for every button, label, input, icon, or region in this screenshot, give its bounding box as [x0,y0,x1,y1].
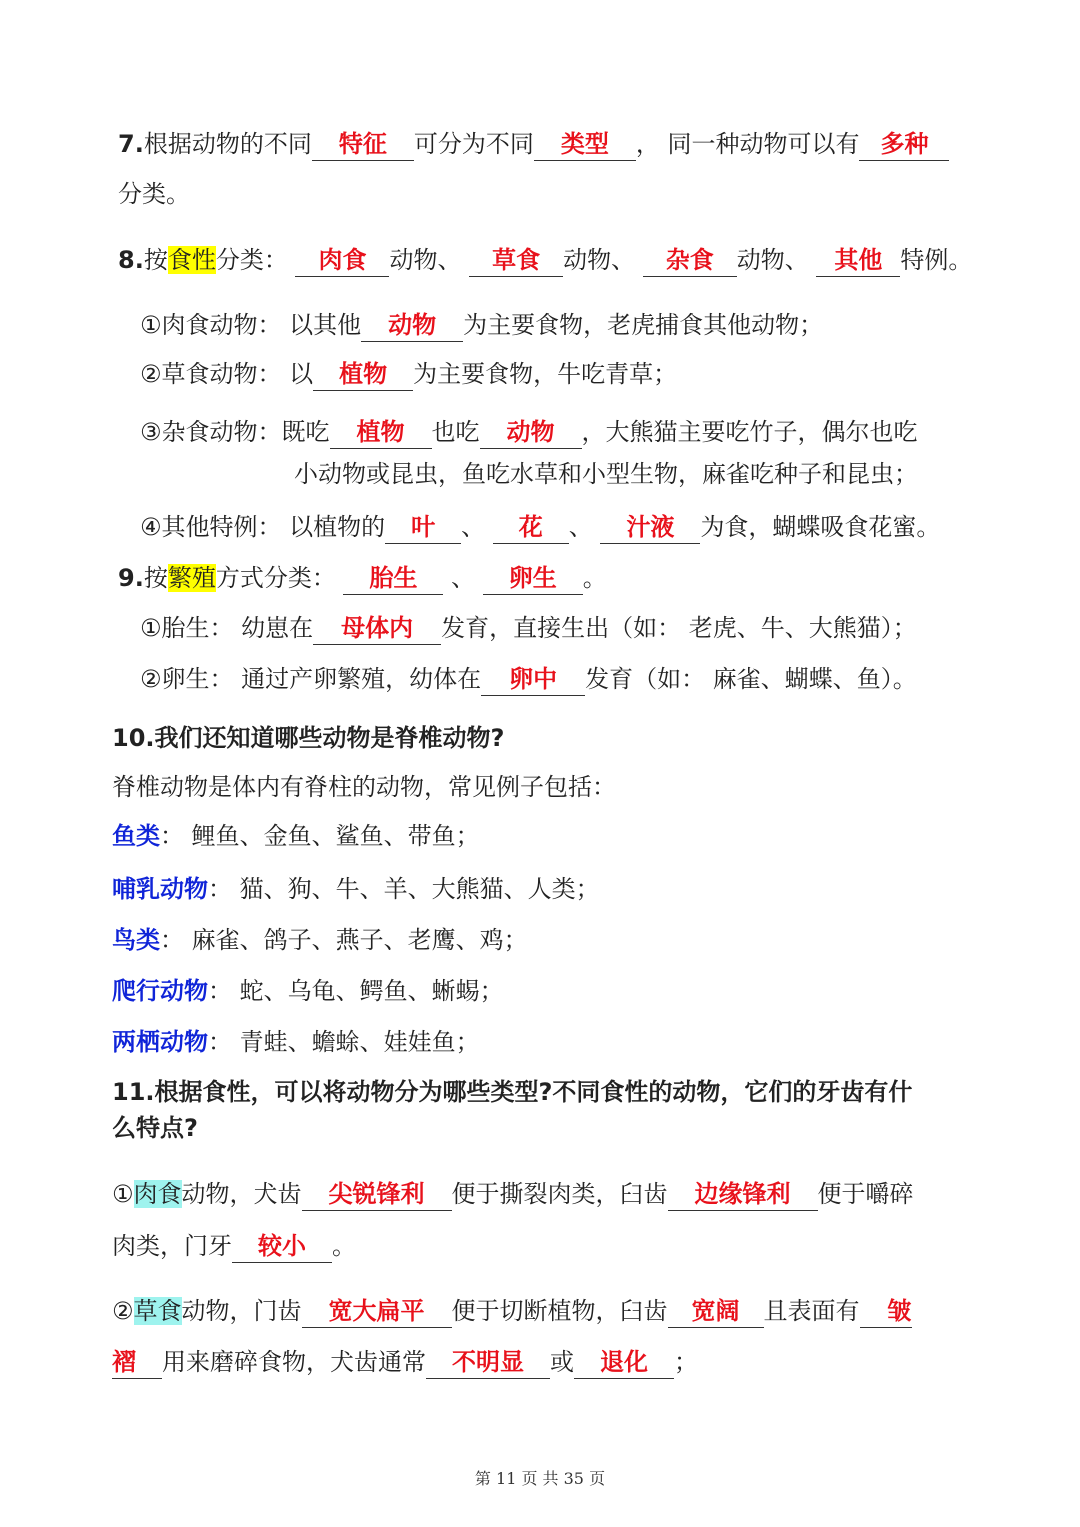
q9-answer-1: 胎生 [343,562,443,595]
q9-text: 按 [143,564,168,592]
q7-line2 [118,174,190,214]
q11-p2-answer-2: 宽阔 [668,1295,764,1328]
p-text: 或 [550,1348,574,1376]
q8-item-3-cont [294,454,918,494]
q7-text: 可分为不同 [413,130,534,158]
q10-item [112,816,480,856]
q11-p2-highlight: 草食 [133,1297,182,1325]
q9-item2-answer: 卵中 [481,663,585,696]
q8-item4-answer-1: 叶 [385,511,461,544]
item-text: ，大熊猫主要吃竹子，偶尔也吃 [581,418,918,446]
q10-item [112,920,528,960]
q9-text: 方式分类： [215,564,336,592]
q7-answer-1: 特征 [312,128,414,161]
item-text: 为主要食物，老虎捕食其他动物； [463,311,824,339]
q7-text: ， 同一种动物可以有 [635,130,860,158]
q10-intro: 脊椎动物是体内有脊柱的动物，常见例子包括： [112,773,616,801]
category-examples: ： 鲤鱼、金鱼、鲨鱼、带鱼； [160,822,480,850]
q8-answer-2: 草食 [469,244,563,277]
category-examples: ： 蛇、乌龟、鳄鱼、蜥蜴； [208,977,504,1005]
q9-text: 、 [451,564,476,592]
q8-number: 8. [118,246,144,274]
circle-num: ① [112,1180,134,1208]
q8-item-2 [140,354,677,394]
circle-num: ② [112,1297,134,1325]
p-text: 且表面有 [763,1297,860,1325]
q11-p1-answer-2: 边缘锋利 [668,1178,818,1211]
q9-item1-answer: 母体内 [313,612,441,645]
q11-p2-answer-5: 退化 [574,1346,674,1379]
item-text: ②卵生： 通过产卵繁殖，幼体在 [140,665,482,693]
q7-number: 7. [118,130,144,158]
q8-highlight: 食性 [167,246,216,274]
q9-item-2 [140,659,917,699]
q10-item [112,971,504,1011]
q8-text: 动物、 [736,246,809,274]
q11-p2-answer-1: 宽大扁平 [302,1295,452,1328]
q11-p2-answer-4: 不明显 [426,1346,550,1379]
q11-p2-answer-3b: 褶 [112,1346,162,1379]
item-text: 发育，直接生出（如： 老虎、牛、大熊猫）； [441,614,917,642]
q8-text: 分类： [215,246,288,274]
p-text: 动物，犬齿 [181,1180,302,1208]
p-text: 肉类，门牙 [112,1232,232,1260]
q11-p2-answer-3a: 皱 [860,1295,912,1328]
p-text: 便于嚼碎 [817,1180,914,1208]
item-text: ①胎生： 幼崽在 [140,614,314,642]
item-text: 小动物或昆虫，鱼吃水草和小型生物，麻雀吃种子和昆虫； [294,460,918,488]
item-text: 发育（如： 麻雀、蝴蝶、鱼）。 [585,665,917,693]
q11-title-cont: 么特点? [112,1114,198,1142]
q7-answer-2: 类型 [534,128,636,161]
category-label: 鸟类 [112,926,160,954]
q9-text: 。 [582,564,607,592]
category-examples: ： 猫、狗、牛、羊、大熊猫、人类； [208,875,600,903]
q8-answer-3: 杂食 [643,244,737,277]
q9-answer-2: 卵生 [483,562,583,595]
category-label: 爬行动物 [112,977,208,1005]
q8-item2-answer: 植物 [313,358,413,391]
category-examples: ： 麻雀、鸽子、燕子、老鹰、鸡； [160,926,528,954]
p-text: 便于切断植物，臼齿 [451,1297,668,1325]
q10-title: 10.我们还知道哪些动物是脊椎动物? [112,724,505,752]
q11-p1-line1 [112,1174,914,1214]
q8-item3-answer-1: 植物 [330,416,432,449]
q8-item-4 [140,507,940,547]
q7-line1 [118,124,949,164]
q8-item-1 [140,305,823,345]
category-examples: ： 青蛙、蟾蜍、娃娃鱼； [208,1028,480,1056]
category-label: 鱼类 [112,822,160,850]
p-text: 动物，门齿 [181,1297,302,1325]
q8-answer-4: 其他 [816,244,900,277]
q8-text: 按 [143,246,168,274]
q10-item [112,869,600,909]
item-text: ④其他特例： 以植物的 [140,513,386,541]
q11-p1-highlight: 肉食 [133,1180,182,1208]
item-text: ②草食动物： 以 [140,360,314,388]
p-text: 便于撕裂肉类，臼齿 [451,1180,668,1208]
q9-number: 9. [118,564,144,592]
item-text: 为食，蝴蝶吸食花蜜。 [700,513,941,541]
item-text: ①肉食动物： 以其他 [140,311,362,339]
item-text: 为主要食物，牛吃青草； [413,360,678,388]
q8-text: 特例。 [900,246,973,274]
q11-p2-line1 [112,1291,912,1331]
item-text: 、 [568,513,593,541]
q8-line [118,240,972,280]
q8-item4-answer-3: 汁液 [600,511,700,544]
q8-item3-answer-2: 动物 [480,416,582,449]
item-text: 也吃 [431,418,480,446]
category-label: 哺乳动物 [112,875,208,903]
q9-line [118,558,607,598]
q9-highlight: 繁殖 [167,564,216,592]
q8-text: 动物、 [389,246,462,274]
q9-item-1 [140,608,917,648]
p-text: 用来磨碎食物，犬齿通常 [162,1348,426,1376]
p-text: ； [674,1348,698,1376]
item-text: 、 [461,513,486,541]
q7-text: 分类。 [118,180,190,208]
q7-answer-3: 多种 [859,128,949,161]
q8-item4-answer-2: 花 [493,511,569,544]
q11-title: 11.根据食性，可以将动物分为哪些类型?不同食性的动物，它们的牙齿有什 [112,1078,913,1106]
q11-p2-line2 [112,1342,698,1382]
q11-p1-answer-1: 尖锐锋利 [302,1178,452,1211]
q8-item-3 [140,412,918,452]
q10-item [112,1022,480,1062]
q8-answer-1: 肉食 [295,244,389,277]
page-footer: 第 11 页 共 35 页 [474,1469,606,1488]
category-label: 两栖动物 [112,1028,208,1056]
q8-item1-answer: 动物 [361,309,463,342]
q8-text: 动物、 [563,246,636,274]
q11-p1-answer-3: 较小 [232,1230,332,1263]
p-text: 。 [332,1232,356,1260]
item-text: ③杂食动物：既吃 [140,418,330,446]
q7-text: 根据动物的不同 [143,130,312,158]
q11-p1-line2 [112,1226,356,1266]
